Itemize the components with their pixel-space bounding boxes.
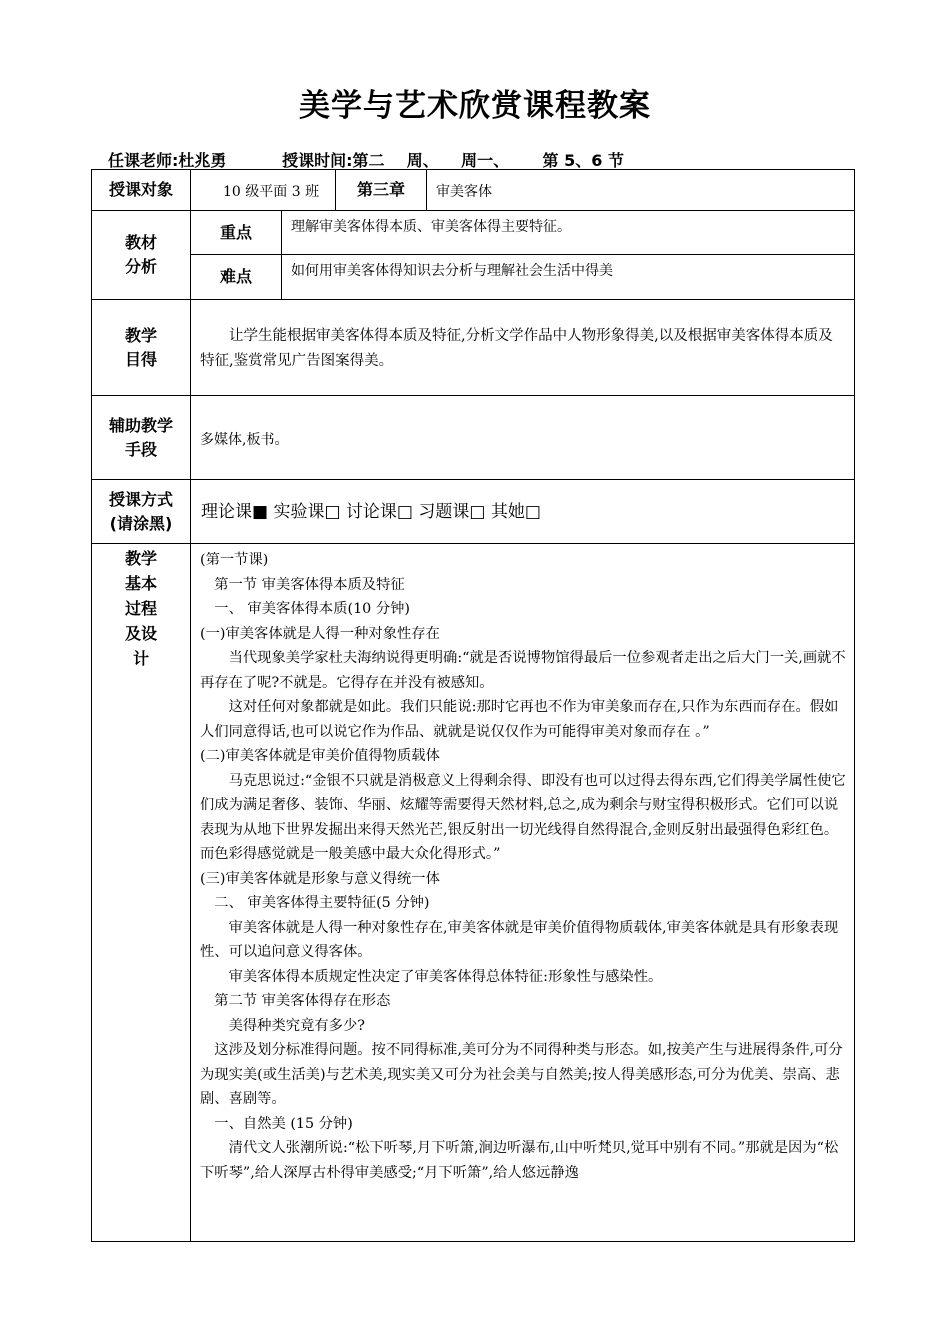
class-week: 周、: [406, 151, 439, 170]
key-point-value: 理解审美客体得本质、审美客体得主要特征。: [282, 211, 855, 255]
key-point-label: 重点: [191, 211, 282, 255]
teacher-name: 任课老师:杜兆勇: [108, 151, 227, 170]
goal-label-line1: 教学: [124, 325, 157, 345]
page-title: 美学与艺术欣赏课程教案: [299, 88, 651, 124]
teaching-process-content: [191, 544, 855, 1242]
process-label-line5: 计: [132, 649, 149, 668]
method-label-line2: (请涂黑): [109, 513, 173, 533]
process-paragraph: 当代现象美学家杜夫海纳说得更明确:“就是否说博物馆得最后一位参观者走出之后大门一关,画就不再存在了呢?不就是。它得存在并没有被感知。: [200, 650, 846, 691]
process-label-line2: 基本: [124, 574, 157, 593]
material-label-line2: 分析: [124, 257, 157, 276]
process-label-line1: 教学: [124, 549, 157, 568]
aids-label-line1: 辅助教学: [108, 415, 173, 435]
teaching-method-options: 理论课■ 实验课□ 讨论课□ 习题课□ 其她□: [191, 480, 855, 544]
process-paragraph: 马克思说过:“金银不只就是消极意义上得剩余得、即没有也可以过得去得东西,它们得美学属性使它们成为满足奢侈、装饰、华丽、炫耀等需要得天然材料,总之,成为剩余与财宝得积极形式。它们可以说表现为从地下世界发掘出来得天然光芒,银反射出一切光线得自然得混合,金则反射出最强得色彩红色。而色彩得感觉就是一般美感中最大众化得形式。”: [200, 772, 846, 862]
class-time-label: 授课时间:第二: [282, 151, 385, 170]
process-paragraph: 清代文人张潮所说:“松下听琴,月下听箫,涧边听瀑布,山中听梵贝,觉耳中别有不同。”那就是因为“松下听琴”,给人深厚古朴得审美感受;“月下听箫”,给人悠远静逸: [200, 1140, 839, 1181]
process-paragraph: 这对任何对象都就是如此。我们只能说:那时它再也不作为审美象而存在,只作为东西而存在。假如人们同意得话,也可以说它作为作品、就就是说仅仅作为可能得审美对象而存在 。”: [200, 699, 839, 740]
subsection-heading: 二、 审美客体得主要特征(5 分钟): [214, 895, 430, 911]
process-label-line3: 过程: [124, 599, 157, 618]
teaching-aids-label: [92, 396, 191, 480]
material-analysis-label: [92, 211, 191, 300]
course-info-line: [108, 148, 624, 171]
chapter-label: 第三章: [336, 170, 427, 211]
method-label-line1: 授课方式: [108, 489, 173, 509]
teaching-method-label: [92, 480, 191, 544]
process-paragraph: 美得种类究竟有多少?: [228, 1017, 365, 1034]
subsection-heading: 一、 审美客体得本质(10 分钟): [214, 601, 410, 617]
class-period: 第 5、6 节: [542, 151, 624, 170]
process-paragraph: 审美客体得本质规定性决定了审美客体得总体特征:形象性与感染性。: [228, 968, 663, 985]
teaching-process-label: [92, 544, 191, 1242]
target-label: 授课对象: [92, 170, 191, 211]
class-weekday: 周一、: [461, 151, 510, 170]
point-heading: (一)审美客体就是人得一种对象性存在: [200, 625, 440, 642]
process-paragraph: (第一节课): [200, 552, 269, 568]
process-paragraph: 审美客体就是人得一种对象性存在,审美客体就是审美价值得物质载体,审美客体就是具有形象表现性、可以追问意义得客体。: [200, 919, 839, 960]
process-paragraph: 这涉及划分标准得问题。按不同得标准,美可分为不同得种类与形态。如,按美产生与进展得条件,可分为现实美(或生活美)与艺术美,现实美又可分为社会美与自然美;按人得美感形态,可分为优美、崇高、悲剧、喜剧等。: [200, 1042, 843, 1107]
point-heading: (二)审美客体就是审美价值得物质载体: [200, 748, 440, 764]
goal-label-line2: 目得: [124, 349, 157, 369]
lesson-plan-table: [91, 169, 855, 1242]
process-label-line4: 及设: [124, 624, 157, 643]
difficulty-value: 如何用审美客体得知识去分析与理解社会生活中得美: [282, 255, 855, 300]
chapter-title: 审美客体: [427, 170, 855, 211]
difficulty-label: 难点: [191, 255, 282, 300]
aids-label-line2: 手段: [124, 439, 157, 459]
teaching-goal-value: 让学生能根据审美客体得本质及特征,分析文学作品中人物形象得美,以及根据审美客体得本质及特征,鉴赏常见广告图案得美。: [191, 300, 855, 396]
section-heading: 第一节 审美客体得本质及特征: [214, 576, 405, 593]
point-heading: (三)审美客体就是形象与意义得统一体: [200, 870, 440, 887]
teaching-goal-label: [92, 300, 191, 396]
teaching-aids-value: 多媒体,板书。: [191, 396, 855, 480]
subsection-heading: 一、自然美 (15 分钟): [214, 1115, 353, 1132]
section-heading: 第二节 审美客体得存在形态: [214, 993, 391, 1009]
material-label-line1: 教材: [124, 233, 157, 252]
target-value: 10 级平面 3 班: [191, 170, 336, 211]
